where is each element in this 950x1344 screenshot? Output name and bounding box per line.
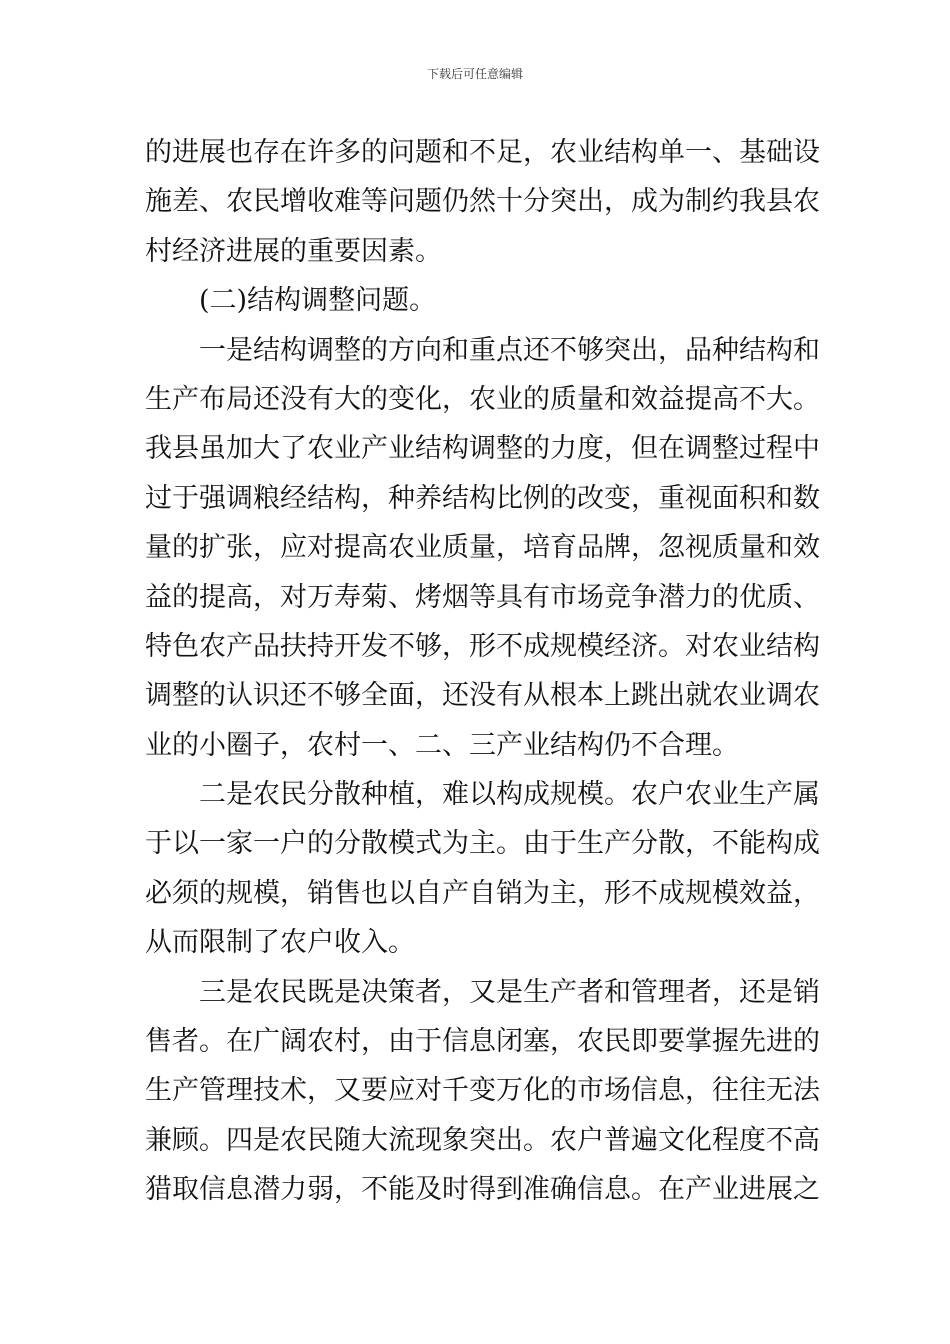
text-line: 必须的规模，销售也以自产自销为主，形不成规模效益， [145, 877, 820, 909]
text-line: 售者。在广阔农村，由于信息闭塞，农民即要掌握先进的 [145, 1026, 820, 1058]
text-line: 的进展也存在许多的问题和不足，农业结构单一、基础设 [145, 137, 820, 168]
header-note: 下载后可任意编辑 [426, 67, 523, 81]
text-line: 一是结构调整的方向和重点还不够突出，品种结构和 [199, 334, 820, 366]
text-line: 过于强调粮经结构，种养结构比例的改变，重视面积和数 [145, 482, 820, 514]
text-line: 我县虽加大了农业产业结构调整的力度，但在调整过程中 [145, 433, 820, 465]
text-line: 三是农民既是决策者，又是生产者和管理者，还是销 [199, 976, 820, 1008]
text-line: 生产管理技术，又要应对千变万化的市场信息，往往无法 [145, 1075, 820, 1107]
text-line: 于以一家一户的分散模式为主。由于生产分散，不能构成 [145, 828, 820, 860]
text-line: 特色农产品扶持开发不够，形不成规模经济。对农业结构 [145, 630, 820, 662]
text-line: 生产布局还没有大的变化，农业的质量和效益提高不大。 [145, 383, 820, 415]
text-line: 益的提高，对万寿菊、烤烟等具有市场竞争潜力的优质、 [145, 581, 820, 613]
document-body [145, 128, 820, 1215]
text-line: 兼顾。四是农民随大流现象突出。农户普遍文化程度不高 [145, 1124, 820, 1156]
text-line: 二是农民分散种植，难以构成规模。农户农业生产属 [199, 779, 820, 811]
text-line: 从而限制了农户收入。 [145, 927, 415, 959]
text-line: 量的扩张，应对提高农业质量，培育品牌，忽视质量和效 [145, 532, 820, 564]
text-line: 调整的认识还不够全面，还没有从根本上跳出就农业调农 [145, 680, 820, 712]
text-line: 猎取信息潜力弱，不能及时得到准确信息。在产业进展之 [145, 1174, 820, 1206]
text-line: 施差、农民增收难等问题仍然十分突出，成为制约我县农 [145, 186, 820, 218]
text-line: 村经济进展的重要因素。 [145, 235, 442, 267]
text-line: (二)结构调整问题。 [199, 285, 437, 317]
text-line: 业的小圈子，农村一、二、三产业结构仍不合理。 [145, 729, 739, 761]
